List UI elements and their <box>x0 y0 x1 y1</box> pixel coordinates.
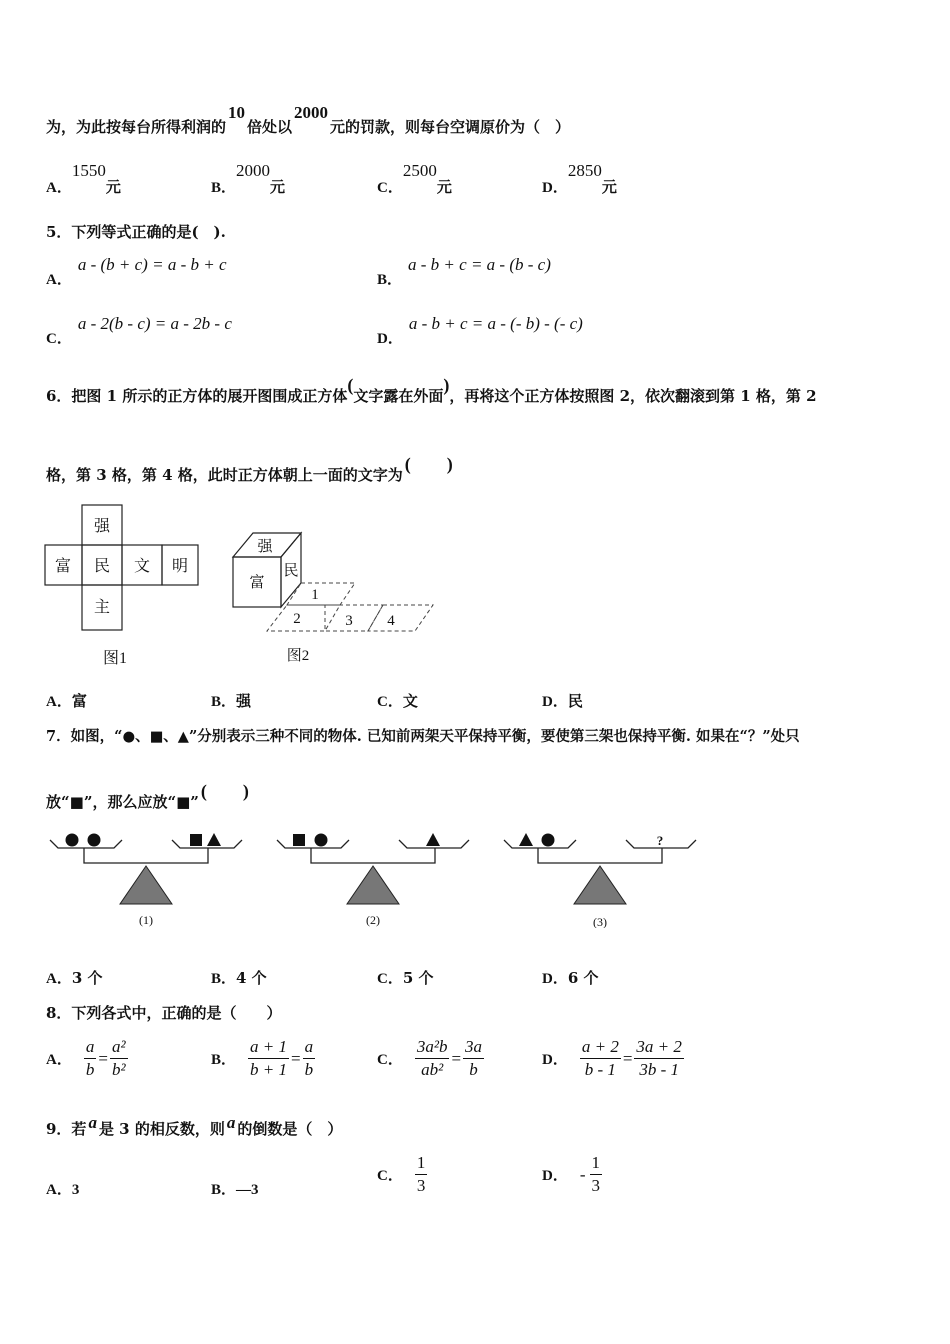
grid-cell-1 <box>287 583 355 605</box>
grid-number-2: 2 <box>293 611 301 627</box>
option-value: —3 <box>236 1182 259 1198</box>
q9-option-b[interactable] <box>211 1178 259 1199</box>
grid-number-3: 3 <box>345 613 353 629</box>
q7-stem-part-d: ”分别表示三种不同的物体. 已知前两架天平保持平衡，要使第三架也保持平衡. 如果在“？”处只 <box>188 728 800 745</box>
q5-option-a[interactable] <box>46 254 227 288</box>
denominator: 3 <box>591 1176 601 1195</box>
q9-option-d[interactable] <box>542 1152 602 1197</box>
q7-option-d[interactable] <box>542 967 599 988</box>
q6-stem-part-c: ，再将这个正方体按照图 2，依次翻滚到第 1 格，第 2 <box>449 387 817 405</box>
net-text-left: 富 <box>54 556 72 575</box>
net-text-right1: 文 <box>133 556 151 575</box>
option-unit: 元 <box>270 178 286 196</box>
numerator: a <box>84 1036 97 1059</box>
option-expression: a - 2(b - c) = a - 2b - c <box>77 314 232 333</box>
option-value: 强 <box>236 692 252 710</box>
balance-beam <box>538 848 662 863</box>
q8-option-a[interactable] <box>46 1036 128 1081</box>
q8-stem: 8．下列各式中，正确的是（ ） <box>46 1004 282 1022</box>
fraction-left <box>248 1036 289 1081</box>
q7-stem-part-f: ”，那么应放“ <box>83 793 177 811</box>
q4-num-10: 10 <box>228 103 246 122</box>
option-unit: 元 <box>601 178 617 196</box>
balance-fulcrum <box>347 866 399 904</box>
option-label: D． <box>542 180 568 196</box>
option-value: 2000 <box>236 161 271 180</box>
net-text-bottom: 主 <box>93 597 111 616</box>
option-label: A． <box>46 694 72 710</box>
q6-option-d[interactable] <box>542 690 583 711</box>
denominator: 3b - 1 <box>639 1060 679 1079</box>
denominator: b <box>85 1060 95 1079</box>
q5-option-d[interactable] <box>377 313 583 347</box>
q7-balance-2 <box>275 828 475 928</box>
circle-icon <box>542 834 555 847</box>
circle-icon <box>315 834 328 847</box>
option-value: 2850 <box>567 161 602 180</box>
triangle-icon: ▲ <box>177 728 189 745</box>
question-mark: ? <box>656 833 664 848</box>
q9-variable: a <box>88 1113 97 1132</box>
option-value: 2500 <box>402 161 437 180</box>
circle-icon: ● <box>122 728 136 745</box>
figure2-caption: 图2 <box>286 648 310 664</box>
option-label: B． <box>211 180 237 196</box>
q7-stem-sep2: 、 <box>163 728 178 745</box>
balance-left-pan <box>277 840 349 848</box>
option-label: D． <box>542 1168 568 1184</box>
circle-icon <box>66 834 79 847</box>
option-expression: a - b + c = a - (- b) - (- c) <box>408 314 583 333</box>
balance-beam <box>84 848 208 863</box>
cube-text-top: 强 <box>257 537 273 555</box>
denominator: b + 1 <box>250 1060 287 1079</box>
denominator: b <box>304 1060 314 1079</box>
fraction-left <box>580 1036 621 1081</box>
square-icon: ■ <box>69 793 84 811</box>
equals-sign: = <box>98 1048 108 1068</box>
option-unit: 元 <box>105 178 121 196</box>
denominator: b² <box>111 1060 126 1079</box>
equals-sign: = <box>291 1048 301 1068</box>
option-value: 民 <box>567 692 583 710</box>
q6-figure1-net <box>40 500 210 670</box>
option-label: B． <box>377 272 403 288</box>
q6-option-c[interactable] <box>377 690 418 711</box>
option-value: 文 <box>402 692 418 710</box>
fraction-right <box>634 1036 683 1081</box>
numerator: 3a + 2 <box>634 1036 683 1059</box>
grid-number-4: 4 <box>387 613 395 629</box>
denominator: b <box>469 1060 478 1079</box>
option-unit: 元 <box>436 178 452 196</box>
q4-num-2000: 2000 <box>294 103 329 122</box>
q7-stem-line2 <box>46 781 249 813</box>
numerator: a <box>303 1036 316 1059</box>
fraction <box>590 1152 603 1197</box>
equals-sign: = <box>451 1048 462 1068</box>
option-label: A． <box>46 180 72 196</box>
q9-variable: a <box>226 1113 236 1132</box>
option-label: C． <box>377 1168 403 1184</box>
balance-caption-3: (3) <box>593 915 607 928</box>
q6-stem-part-d: 格，第 3 格，第 4 格，此时正方体朝上一面的文字为 <box>46 466 403 484</box>
option-value: 5 个 <box>402 969 434 987</box>
q6-stem-part-b: 文字露在外面 <box>353 387 444 405</box>
q7-stem-sep1: 、 <box>135 728 150 745</box>
denominator: ab² <box>421 1060 444 1079</box>
option-expression: a - b + c = a - (b - c) <box>408 255 551 274</box>
q8-option-c[interactable] <box>377 1036 484 1081</box>
q9-option-a[interactable] <box>46 1178 79 1199</box>
q4-stem <box>46 103 571 137</box>
q7-option-a[interactable] <box>46 967 103 988</box>
q6-option-a[interactable] <box>46 690 87 711</box>
option-label: D． <box>542 1052 568 1068</box>
option-value: 富 <box>71 692 87 710</box>
q9-stem-part-b: 是 3 的相反数，则 <box>98 1120 225 1138</box>
minus-sign: - <box>579 1164 586 1184</box>
q9-stem-part-c: 的倒数是（ ） <box>237 1120 343 1138</box>
q4-stem-part-a: 为，为此按每台所得利润的 <box>46 118 227 136</box>
grid-cell-2 <box>267 605 340 631</box>
q6-stem-line1 <box>46 375 817 406</box>
q7-option-c[interactable] <box>377 967 434 988</box>
circle-icon <box>88 834 101 847</box>
numerator: 3a <box>463 1036 484 1059</box>
balance-caption-2: (2) <box>366 913 380 927</box>
q5-option-c[interactable] <box>46 313 232 347</box>
option-value: 3 个 <box>71 969 103 987</box>
balance-right-pan <box>172 840 242 848</box>
q7-stem-part-e: 放“ <box>46 793 70 811</box>
option-label: C． <box>377 694 403 710</box>
q6-answer-paren: ( ) <box>404 454 453 474</box>
net-text-right2: 明 <box>171 556 189 575</box>
option-label: C． <box>377 971 403 987</box>
option-label: D． <box>542 694 568 710</box>
option-label: B． <box>211 1182 237 1198</box>
triangle-icon <box>426 833 440 846</box>
grid-number-1: 1 <box>311 587 319 603</box>
q6-stem-part-a: 6．把图 1 所示的正方体的展开图围成正方体 <box>46 387 348 405</box>
numerator: a + 1 <box>248 1036 289 1059</box>
triangle-icon <box>519 833 533 846</box>
option-label: C． <box>377 1052 403 1068</box>
option-value: 3 <box>71 1182 80 1198</box>
q5-stem: 5．下列等式正确的是( ). <box>46 223 226 241</box>
numerator: 1 <box>415 1152 428 1175</box>
option-expression: a - (b + c) = a - b + c <box>77 255 227 274</box>
q9-option-c[interactable] <box>377 1152 427 1197</box>
option-label: B． <box>211 694 237 710</box>
q6-figure2-cube <box>225 525 440 670</box>
option-label: C． <box>377 180 403 196</box>
figure1-caption: 图1 <box>102 650 128 667</box>
balance-left-pan <box>504 840 576 848</box>
balance-beam <box>311 848 435 863</box>
q7-option-b[interactable] <box>211 967 267 988</box>
q9-stem <box>46 1113 343 1139</box>
square-icon: ■ <box>149 728 164 745</box>
option-label: A． <box>46 1182 72 1198</box>
q6-paren-close: ) <box>443 375 450 395</box>
net-text-center: 民 <box>93 556 111 575</box>
q7-balance-1 <box>48 828 248 928</box>
q4-option-d[interactable] <box>542 160 617 196</box>
q4-option-b[interactable] <box>211 160 286 196</box>
option-label: B． <box>211 1052 237 1068</box>
q4-stem-part-c: 元的罚款，则每台空调原价为（ ） <box>330 118 571 136</box>
q4-stem-part-b: 倍处以 <box>247 118 293 136</box>
cube-text-side: 民 <box>283 561 299 579</box>
q6-option-b[interactable] <box>211 690 251 711</box>
fraction <box>415 1152 428 1197</box>
q7-balance-3 <box>502 828 702 928</box>
option-label: C． <box>46 331 72 347</box>
numerator: a + 2 <box>580 1036 621 1059</box>
fraction-left <box>415 1036 450 1081</box>
option-label: D． <box>542 971 568 987</box>
q7-answer-paren: ( ) <box>200 781 249 801</box>
q5-option-b[interactable] <box>377 254 551 288</box>
grid-cell-4 <box>368 605 433 631</box>
fraction-left <box>84 1036 97 1081</box>
equals-sign: = <box>622 1048 633 1068</box>
option-value: 6 个 <box>567 969 599 987</box>
balance-fulcrum <box>574 866 626 904</box>
net-text-top: 强 <box>93 516 111 535</box>
numerator: 1 <box>590 1152 603 1175</box>
option-label: A． <box>46 971 72 987</box>
option-label: A． <box>46 272 72 288</box>
fraction-right <box>463 1036 484 1081</box>
q9-stem-part-a: 9．若 <box>46 1120 87 1138</box>
grid-cell-3 <box>325 605 383 631</box>
cube-text-front: 富 <box>249 573 265 591</box>
square-icon: ■ <box>176 793 191 811</box>
option-label: A． <box>46 1052 72 1068</box>
square-icon <box>293 834 305 846</box>
balance-caption-1: (1) <box>139 913 153 927</box>
balance-left-pan <box>50 840 122 848</box>
q7-stem-part-g: ” <box>190 793 199 811</box>
fraction-right <box>110 1036 128 1081</box>
square-icon <box>190 834 202 846</box>
denominator: b - 1 <box>584 1060 616 1079</box>
numerator: 3a²b <box>415 1036 450 1059</box>
option-value: 1550 <box>71 161 106 180</box>
q8-option-d[interactable] <box>542 1036 684 1081</box>
denominator: 3 <box>416 1176 426 1195</box>
triangle-icon <box>207 833 221 846</box>
q4-option-a[interactable] <box>46 160 121 196</box>
balance-fulcrum <box>120 866 172 904</box>
q7-stem-line1 <box>46 725 800 746</box>
q4-option-c[interactable] <box>377 160 452 196</box>
option-value: 4 个 <box>236 969 267 987</box>
option-label: B． <box>211 971 237 987</box>
q6-stem-line2 <box>46 454 453 486</box>
fraction-right <box>303 1036 316 1081</box>
q7-stem-part-a: 7．如图，“ <box>46 728 123 745</box>
q6-paren-open: ( <box>347 375 354 395</box>
q8-option-b[interactable] <box>211 1036 315 1081</box>
option-label: D． <box>377 331 403 347</box>
numerator: a² <box>110 1036 128 1059</box>
